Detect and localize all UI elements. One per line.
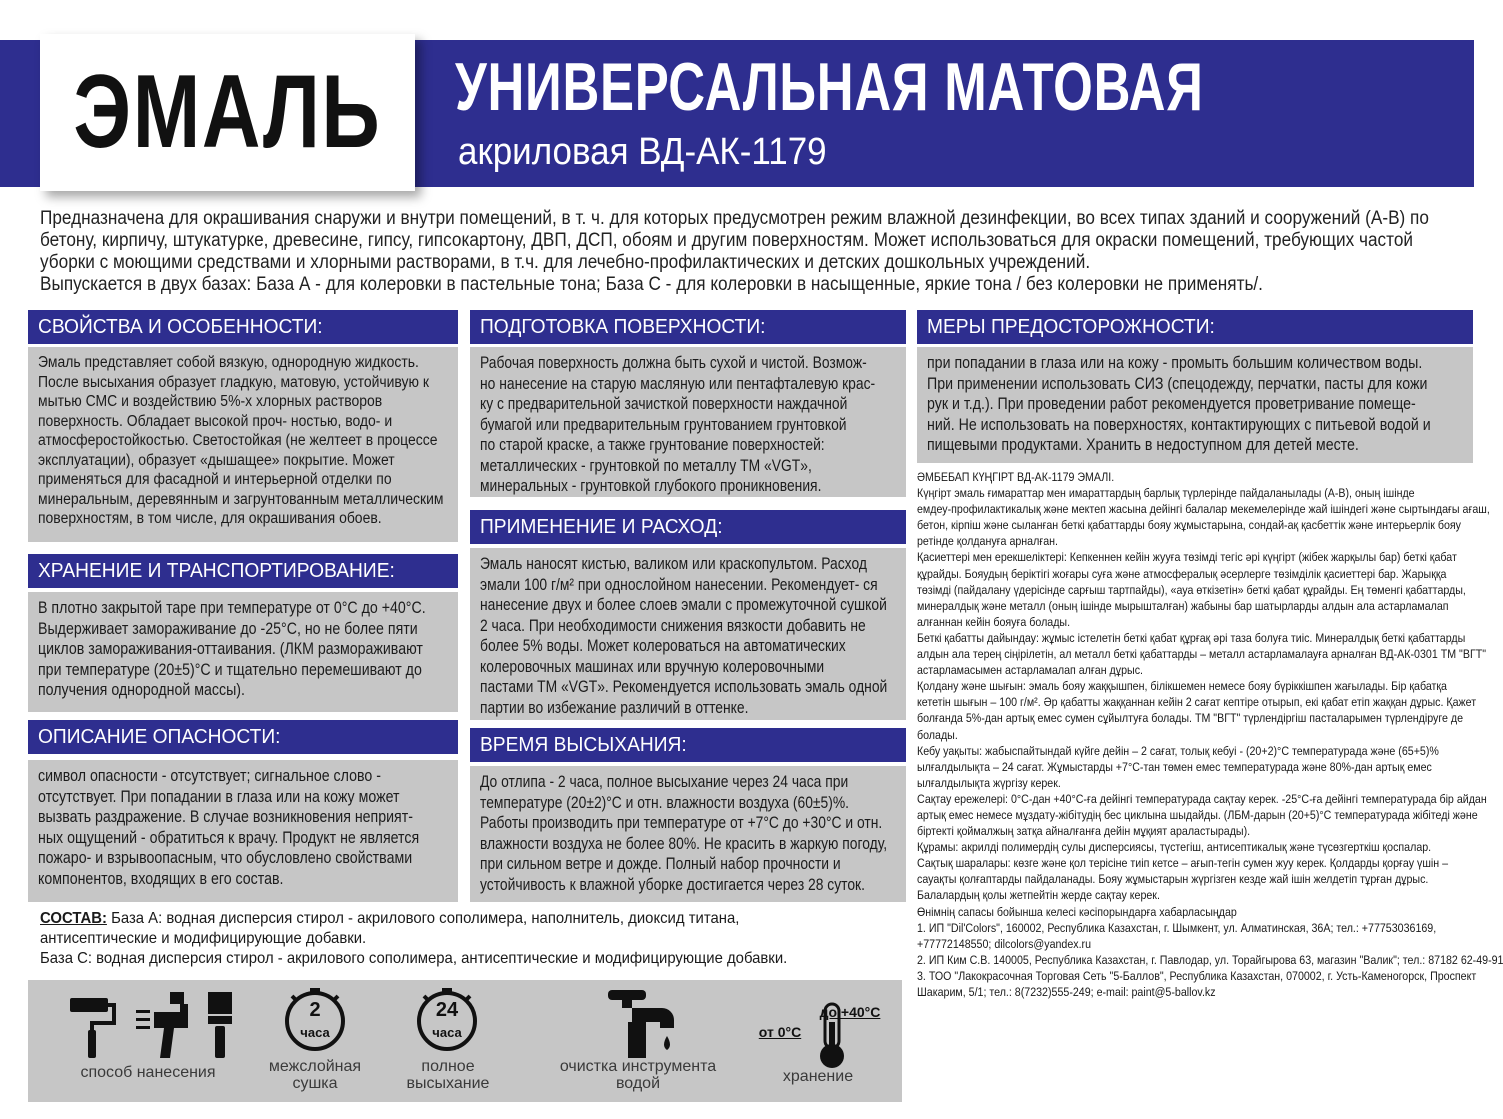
text-line: мытью СМС и воздействию 5%-х хлорных растворов — [38, 393, 383, 410]
text-line: компонентов, входящих в его состав. — [38, 869, 284, 888]
kaz-line: астарламасымен астарламалап алған дұрыс. — [917, 663, 1143, 678]
text-line: Работы производить при температуре от +7°С до +30°С и отн. — [480, 814, 883, 832]
intro-line: Выпускается в двух базах: База А - для колеровки в пастельные тона; База С - для колеровки в насыщенные, яркие тона / без колеровки не применять/. — [40, 274, 1263, 295]
section-title: ВРЕМЯ ВЫСЫХАНИЯ: — [480, 733, 687, 756]
kaz-line: Беткі қабатты дайындау: жұмыс істелетін беткі қабат құрғақ әрі таза болуға тиіс. Минералдық беткі қабаттарды — [917, 630, 1466, 645]
kaz-line: Шакарим, 5/1; тел.: 8(7232)555-249; e-mail: paint@5-ballov.kz — [917, 985, 1216, 999]
section-title: ХРАНЕНИЕ И ТРАНСПОРТИРОВАНИЕ: — [38, 559, 395, 582]
text-line: Эмаль представляет собой вязкую, однородную жидкость. — [38, 354, 419, 371]
text-line: поверхность. Обладает высокой проч- ностью, водо- и — [38, 412, 393, 430]
kazakh-text — [917, 469, 1503, 1000]
text-line: по старой краске, а также грунтование поверхностей: — [480, 436, 825, 454]
text-line: эксплуатации), образует «дышащее» покрытие. Может — [38, 451, 395, 469]
caption-full-1: полное — [421, 1058, 475, 1075]
text-line: эмали 100 г/м² при однослойном нанесении. Рекомендует- ся — [480, 575, 878, 594]
text-line: устойчивость к влажной уборке достигается через 28 суток. — [480, 875, 865, 894]
product-type: акриловая ВД-АК-1179 — [458, 131, 827, 173]
text-line: бумагой или предварительным грунтованием грунтовкой — [480, 415, 847, 434]
text-line: циклов замораживания-оттаивания. (ЛКМ размораживают — [38, 640, 423, 658]
kaz-line: құрайды. Бояудың беріктігі жоғары суға және атмосфералық әсерлерге төзімділік қасиеттері бар. Жарыққа — [917, 566, 1447, 581]
text-line: 2 часа. При необходимости снижения вязкости добавить не — [480, 616, 866, 635]
text-line: при попадании в глаза или на кожу - промыть большим количеством воды. — [927, 354, 1423, 372]
section-title: ПОДГОТОВКА ПОВЕРХНОСТИ: — [480, 315, 766, 338]
text-line: рук и т.д.). При проведении работ рекомендуется проветривание помеще- — [927, 395, 1416, 413]
kaz-line: 1. ИП "Dil'Colors", 160002, Республика Казахстан, г. Шымкент, ул. Алматинская, 36А; тел.: +77753036169, — [917, 920, 1437, 935]
kaz-line: Өнімнің сапасы бойынша келесі кәсіпорындарға хабарласыңдар — [917, 904, 1237, 919]
caption-clean-1: очистка инструмента — [559, 1058, 717, 1075]
title-box — [40, 34, 415, 191]
composition-line — [40, 909, 849, 929]
text-line: при сильном ветре и дожде. Полный набор прочности и — [480, 855, 841, 873]
section-header-storage — [28, 554, 458, 588]
section-header-preparation — [470, 310, 906, 344]
section-title: МЕРЫ ПРЕДОСТОРОЖНОСТИ: — [927, 315, 1215, 338]
section-header-precautions — [917, 310, 1473, 344]
kaz-line: ретінде қолдануға арналған. — [917, 534, 1058, 549]
composition-line: антисептические и модифицирующие добавки. — [40, 930, 367, 947]
section-body-properties — [28, 347, 458, 542]
text-line: металлических - грунтовкой по металлу ТМ «VGT», — [480, 456, 812, 475]
text-line: ний. Не использовать на поверхностях, контактирующих с питьевой водой и — [927, 415, 1431, 434]
kaz-line: Сақтау ережелері: 0°С-дан +40°С-ға дейінгі температурада сақтау керек. -25°С-ға дейінгі температурада бір айдан — [917, 791, 1487, 806]
kaz-line: Қолдану және шығын: эмаль бояу жаққышпен, білікшемен немесе бояу бүріккішпен жағылады. Бір қабатқа — [917, 679, 1447, 694]
caption-interlayer-2: сушка — [292, 1075, 338, 1092]
kaz-line: Балалардың қолы жетпейтін жерде сақтау керек. — [917, 888, 1160, 903]
interlayer-unit: часа — [300, 1025, 330, 1040]
text-line: получения однородной массы). — [38, 681, 245, 699]
full-hours: 24 — [435, 999, 459, 1021]
text-line: колеровочных машинах или вручную колеровочными — [480, 657, 825, 676]
text-line: поверхностям, в том числе, для окрашивания обоев. — [38, 510, 382, 527]
kaz-line: Қасиеттері мен ерекшеліктері: Кепкеннен кейін жууға төзімді тегіс әрі күңгірт (жібек жарқылы бар) беткі қабат — [917, 550, 1457, 565]
text-line: ных ощущений - обратиться к врачу. Продукт не является — [38, 828, 420, 847]
kaz-line: ӘМБЕБАП КҮҢГІРТ ВД-АК-1179 ЭМАЛІ. — [917, 470, 1115, 484]
icons-strip — [28, 980, 902, 1102]
kaz-line: ылғалдылықта – 24 сағат. Жұмыстарды +7°С-тан төмен емес температурада және 80%-дан артық емес — [917, 759, 1432, 774]
water-tap-icon — [598, 986, 678, 1060]
text-line: температуре (20±2)°С и отн. влажности воздуха (60±5)%. — [480, 793, 850, 812]
kaz-line: Сақтық шаралары: көзге және қол терісіне тиіп кетсе – ағып-тегін сумен жуу керек. Қолдарды қорғау үшін – — [917, 856, 1449, 871]
kaz-line: Кебу уақыты: жабыспайтындай күйге дейін – 2 сағат, толық кебуі - (20+2)°С температурада және (65+5)% — [917, 743, 1439, 758]
kaz-line: 3. ТОО "Лакокрасочная Торговая Сеть "5-Баллов", Республика Казахстан, 070002, г. Усть-Каменогорск, Проспект — [917, 968, 1477, 983]
kaz-line: бетон, кірпіш және сыланған беткі қабаттарды бояу жұмыстарына, сондай-ақ қасбеттік және интерьерлік бояу — [917, 518, 1462, 533]
caption-clean-2: водой — [615, 1075, 661, 1092]
product-subtitle: УНИВЕРСАЛЬНАЯ МАТОВАЯ — [455, 49, 1204, 125]
text-line: минеральным, деревянным и загрунтованным металлическим — [38, 490, 444, 508]
caption-interlayer-1: межслойная — [268, 1058, 362, 1075]
section-header-drying — [470, 728, 906, 762]
text-line: отсутствует. При попадании в глаза или на кожу может — [38, 787, 400, 806]
section-title: ОПИСАНИЕ ОПАСНОСТИ: — [38, 725, 281, 748]
kaz-line: төзімді (пайдалану үдерісінде сарғыш тартпайды), «ауа өткізетін» беткі қабат құрайды. Ең төменгі қабаттарды, — [917, 582, 1466, 597]
kaz-line: сауақты қолғаптарды пайдаланады. Бояу жұмыстарын жүргізген кезде жай ішін желдетіп тұрған дұрыс. — [917, 872, 1429, 887]
kaz-line: минералдық және металл (оның ішінде мырышталған) жабыны бар шатырларды алдын ала астарламалап — [917, 598, 1449, 613]
intro-line: Предназначена для окрашивания снаружи и внутри помещений, в т. ч. для которых предусмотрен режим влажной дезинфекции, во всех типах зданий и сооружений (А-В) по — [40, 208, 1429, 229]
section-title: ПРИМЕНЕНИЕ И РАСХОД: — [480, 515, 723, 538]
kaz-line: алдын ала терең сіңірілетін, ал металл беткі қабаттарды – металл астарламалауға арналған ВД-АК-0301 ТМ "ВГТ" — [917, 647, 1487, 662]
composition-text: База А: водная дисперсия стирол - акрилового сополимера, наполнитель, диоксид титана, — [106, 910, 740, 927]
section-header-properties — [28, 310, 458, 344]
text-line: ку с предварительной зачисткой поверхности наждачной — [480, 395, 848, 413]
section-body-drying — [470, 766, 906, 902]
full-unit: часа — [432, 1025, 462, 1040]
section-body-storage — [28, 592, 458, 712]
text-line: пожаро- и взрывоопасным, что обусловлено свойствами — [38, 849, 413, 867]
kaz-line: емдеу-профилактикалық және мектеп жасына дейінгі балалар мекемелерінде жай ішіндегі және сыртындағы ағаш, — [917, 502, 1490, 517]
text-line: при температуре (20±5)°С и тщательно перемешивают до — [38, 660, 422, 679]
text-line: После высыхания образует гладкую, матовую, устойчивую к — [38, 373, 429, 391]
text-line: более 5% воды. Может колероваться на автоматических — [480, 637, 846, 655]
section-body-hazard — [28, 760, 458, 902]
kaz-line: болғанда 5%-дан артық емес сумен сұйылтуға болады. ТМ "ВГТ" түрлендіргіш пасталарымен түрлендіруге де — [917, 711, 1464, 726]
text-line: нанесение двух и более слоев эмали с промежуточной сушкой — [480, 596, 887, 614]
caption-storage: хранение — [782, 1068, 854, 1085]
intro-line: бетону, кирпичу, штукатурке, древесине, гипсу, гипсокартону, ДВП, ДСП, обоям и другим поверхностям. Может использоваться для окраски помещений, требующих частой — [40, 230, 1414, 251]
composition — [40, 909, 910, 969]
kaz-line: 2. ИП Ким С.В. 140005, Республика Казахстан, г. Павлодар, ул. Торайгырова 63, магазин "Валик"; тел.: 87182 62-49-91 — [917, 952, 1503, 967]
text-line: До отлипа - 2 часа, полное высыхание через 24 часа при — [480, 773, 849, 791]
kaz-line: Құрамы: акрилді полимердің сулы дисперсиясы, түстегіш, антисептикалық және түсөзгерткіш қоспалар. — [917, 840, 1432, 855]
section-header-hazard — [28, 720, 458, 754]
interlayer-hours: 2 — [309, 999, 321, 1021]
text-line: применяться для фасадной и интерьерной отделки по — [38, 471, 392, 488]
text-line: Выдерживает замораживание до -25°С, но не более пяти — [38, 619, 418, 638]
section-header-application — [470, 510, 906, 544]
text-line: минеральных - грунтовкой глубокого проникновения. — [480, 477, 822, 495]
kaz-line: Күңгірт эмаль ғимараттар мен имараттардың барлық түрлерінде пайдаланылады (А-В), оның ішінде — [917, 486, 1415, 501]
section-body-preparation — [470, 347, 906, 497]
text-line: При применении использовать СИЗ (спецодежду, перчатки, пасты для кожи — [927, 374, 1428, 393]
product-title: ЭМАЛЬ — [73, 54, 382, 170]
text-line: вызвать раздражение. В случае возникновения неприят- — [38, 808, 413, 826]
intro-text — [40, 208, 1470, 296]
kaz-line: кететін шығын – 100 г/м². Әр қабатты жаққаннан кейін 2 сағат кептіре отырып, екі қабат етіп жаққан дұрыс. Қажет — [917, 695, 1477, 710]
composition-line: База С: водная дисперсия стирол - акрилового сополимера, антисептические и модифицирующие добавки. — [40, 950, 788, 967]
kaz-line: болады. — [917, 727, 958, 742]
section-body-application — [470, 548, 906, 720]
text-line: Рабочая поверхность должна быть сухой и чистой. Возмож- — [480, 354, 867, 372]
kaz-line: артық емес немесе мұздату-жібітудің бес циклына шыдайды. (ЛБМ-дарын (20+5)°С температурада жібітеді және — [917, 807, 1478, 822]
kaz-line: +77772148550; dilcolors@yandex.ru — [917, 936, 1092, 951]
kaz-line: ылғалдылықта жүргізу керек. — [917, 775, 1061, 790]
kaz-line: алғаннан кейін бояуға болады. — [917, 614, 1071, 629]
composition-label: СОСТАВ: — [40, 910, 107, 927]
text-line: В плотно закрытой таре при температуре от 0°С до +40°С. — [38, 599, 426, 617]
text-line: влажности воздуха не более 80%. Не красить в жаркую погоду, — [480, 834, 888, 853]
caption-method: способ нанесения — [80, 1064, 216, 1081]
text-line: пищевыми продуктами. Хранить в недоступном для детей месте. — [927, 436, 1359, 454]
text-line: пастами ТМ «VGT». Рекомендуется использовать эмаль одной — [480, 678, 888, 696]
section-body-precautions — [917, 347, 1473, 463]
intro-line: уборки с моющими средствами и хлорными растворами, в т.ч. для лечебно-профилактических и детских дошкольных учреждений. — [40, 252, 1091, 273]
section-title: СВОЙСТВА И ОСОБЕННОСТИ: — [38, 315, 323, 338]
text-line: партии во избежание различий в оттенке. — [480, 698, 749, 717]
caption-full-2: высыхание — [406, 1075, 490, 1092]
text-line: Эмаль наносят кистью, валиком или краскопультом. Расход — [480, 555, 867, 573]
temp-low: от 0°С — [758, 1024, 802, 1040]
text-line: атмосферостойкостью. Светостойкая (не желтеет в процессе — [38, 432, 438, 449]
kaz-line: біртекті қоймалжың затқа айналғанға дейін мұқият араластырады). — [917, 824, 1251, 839]
text-line: но нанесение на старую масляную или пентафталевую крас- — [480, 374, 876, 393]
text-line: символ опасности - отсутствует; сигнальное слово - — [38, 767, 381, 785]
temp-high: до +40°С — [819, 1004, 881, 1020]
application-method-icon — [68, 990, 238, 1060]
